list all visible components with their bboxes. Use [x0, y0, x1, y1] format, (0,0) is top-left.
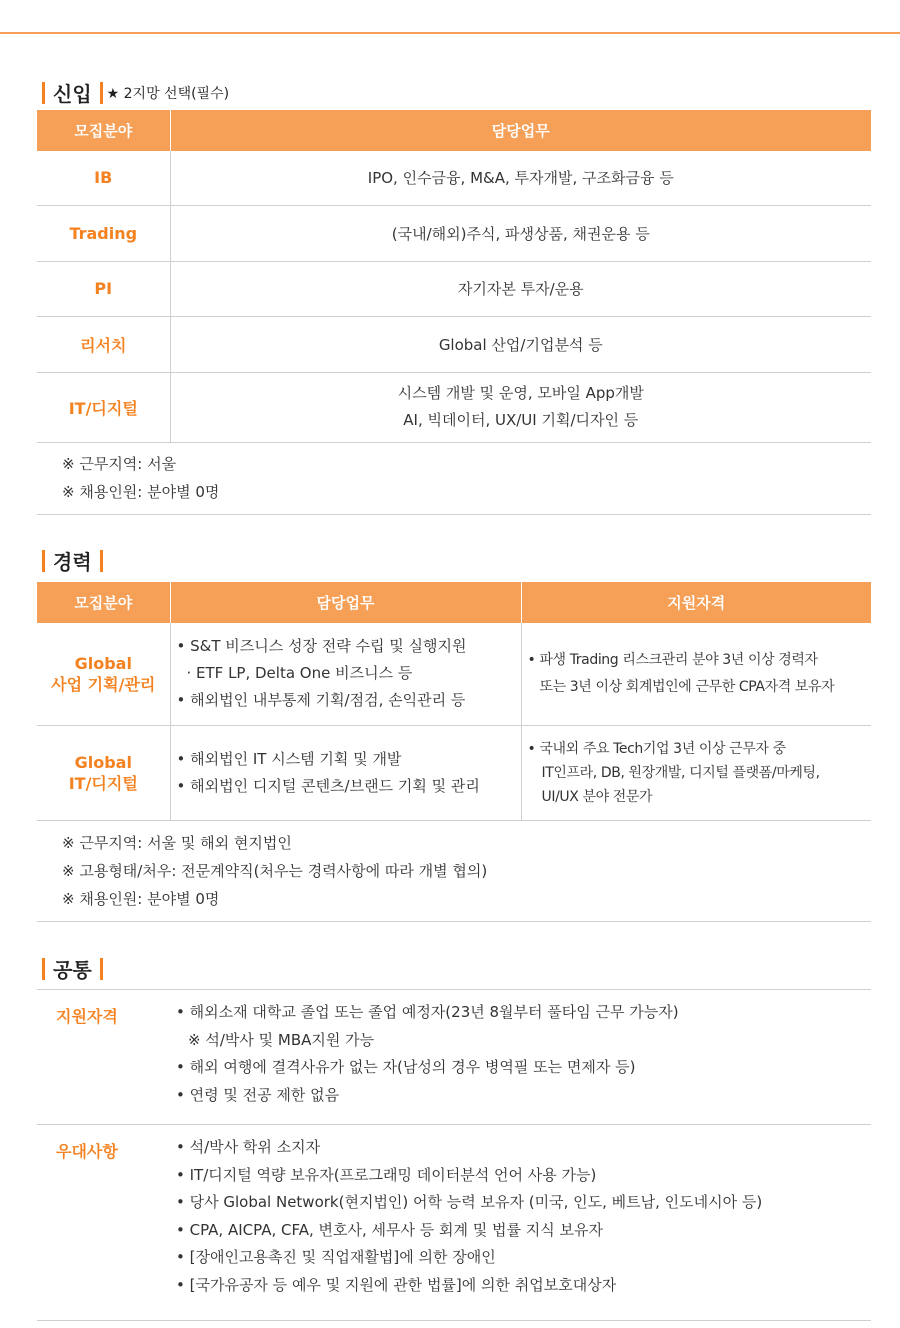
- divider: [37, 1320, 871, 1321]
- qual-list: [176, 999, 679, 1109]
- note-line: ※ 채용인원: 분야별 0명: [62, 483, 220, 501]
- divider: [37, 921, 871, 922]
- career-table: [37, 582, 871, 821]
- top-divider: [0, 32, 900, 34]
- list-item: • 해외 여행에 결격사유가 없는 자(남성의 경우 병역필 또는 면제자 등): [176, 1058, 636, 1077]
- list-item: ※ 석/박사 및 MBA지원 가능: [188, 1030, 375, 1049]
- row-duties: IPO, 인수금융, M&A, 투자개발, 구조화금융 등: [170, 151, 871, 205]
- list-item: • 석/박사 학위 소지자: [176, 1138, 321, 1156]
- header-quals: 지원자격: [521, 582, 871, 623]
- qual-line: • 파생 Trading 리스크관리 분야 3년 이상 경력자: [527, 651, 818, 668]
- duty-line: · ETF LP, Delta One 비즈니스 등: [186, 664, 413, 683]
- duty-line: 시스템 개발 및 운영, 모바일 App개발: [397, 384, 644, 402]
- career-notes: [62, 829, 487, 913]
- row-field: IT/디지털: [37, 372, 170, 442]
- row-field: [37, 623, 170, 725]
- row-field: 리서치: [37, 316, 170, 372]
- note-line: ※ 근무지역: 서울 및 해외 현지법인: [62, 834, 292, 852]
- field-line: 사업 기획/관리: [51, 674, 156, 694]
- row-duties: (국내/해외)주식, 파생상품, 채권운용 등: [170, 205, 871, 261]
- header-duties: 담당업무: [170, 110, 871, 151]
- title-bar-right: [100, 958, 103, 980]
- table-row: [37, 205, 871, 261]
- pref-label: 우대사항: [56, 1142, 118, 1161]
- field-line: Global: [74, 752, 132, 772]
- divider: [37, 1124, 871, 1125]
- field-line: IT/디지털: [68, 773, 138, 793]
- title-bar-left: [42, 550, 45, 572]
- row-field: IB: [37, 151, 170, 205]
- duty-line: AI, 빅데이터, UX/UI 기획/디자인 등: [403, 411, 639, 429]
- new-table: [37, 110, 871, 443]
- title-bar-right: [100, 550, 103, 572]
- table-row: [37, 261, 871, 316]
- new-notes: [62, 450, 219, 506]
- row-quals: [521, 623, 871, 725]
- duty-line: • 해외법인 디지털 콘텐츠/브랜드 기획 및 관리: [176, 776, 480, 795]
- list-item: • IT/디지털 역량 보유자(프로그래밍 데이터분석 언어 사용 가능): [176, 1165, 597, 1184]
- row-quals: [521, 725, 871, 820]
- row-duties: [170, 372, 871, 442]
- note-line: ※ 고용형태/처우: 전문계약직(처우는 경력사항에 따라 개별 협의): [62, 862, 488, 880]
- list-item: • [국가유공자 등 예우 및 지원에 관한 법률]에 의한 취업보호대상자: [176, 1275, 617, 1294]
- title-bar-right: [100, 82, 103, 104]
- row-duties: [170, 725, 521, 820]
- header-duties: 담당업무: [170, 582, 521, 623]
- qual-line: • 국내외 주요 Tech기업 3년 이상 근무자 중: [527, 740, 786, 757]
- list-item: • 연령 및 전공 제한 없음: [176, 1085, 340, 1104]
- title-bar-left: [42, 958, 45, 980]
- qual-label: 지원자격: [56, 1007, 118, 1026]
- qual-line: UI/UX 분야 전문가: [541, 788, 653, 805]
- career-table-header: [37, 582, 871, 623]
- row-field: PI: [37, 261, 170, 316]
- list-item: • 해외소재 대학교 졸업 또는 졸업 예정자(23년 8월부터 풀타임 근무 가능자): [176, 1003, 679, 1021]
- duty-line: • 해외법인 IT 시스템 기획 및 개발: [176, 749, 402, 768]
- career-title: 경력: [53, 550, 92, 574]
- qual-line: IT인프라, DB, 원장개발, 디지털 플랫폼/마케팅,: [541, 764, 820, 781]
- table-row: [37, 372, 871, 442]
- row-field: Trading: [37, 205, 170, 261]
- qual-line: 또는 3년 이상 회계법인에 근무한 CPA자격 보유자: [539, 678, 835, 695]
- new-subtitle: ★ 2지망 선택(필수): [106, 85, 230, 102]
- row-duties: 자기자본 투자/운용: [170, 261, 871, 316]
- divider: [37, 989, 871, 990]
- common-title: 공통: [53, 958, 92, 982]
- new-section-title: [42, 78, 229, 107]
- table-row: [37, 623, 871, 725]
- row-field: [37, 725, 170, 820]
- table-row: [37, 725, 871, 820]
- list-item: • CPA, AICPA, CFA, 변호사, 세무사 등 회계 및 법률 지식 보유자: [176, 1220, 604, 1239]
- divider: [37, 514, 871, 515]
- note-line: ※ 근무지역: 서울: [62, 455, 177, 473]
- header-field: 모집분야: [37, 110, 170, 151]
- table-row: [37, 151, 871, 205]
- list-item: • 당사 Global Network(현지법인) 어학 능력 보유자 (미국, 인도, 베트남, 인도네시아 등): [176, 1193, 763, 1212]
- row-duties: [170, 623, 521, 725]
- career-section-title: [42, 546, 103, 575]
- new-table-header: [37, 110, 871, 151]
- duty-line: • 해외법인 내부통제 기획/점검, 손익관리 등: [176, 691, 466, 710]
- row-duties: Global 산업/기업분석 등: [170, 316, 871, 372]
- pref-list: [176, 1134, 762, 1300]
- list-item: • [장애인고용촉진 및 직업재활법]에 의한 장애인: [176, 1248, 496, 1267]
- duty-line: • S&T 비즈니스 성장 전략 수립 및 실행지원: [176, 637, 467, 656]
- table-row: [37, 316, 871, 372]
- title-bar-left: [42, 82, 45, 104]
- new-title: 신입: [53, 82, 92, 106]
- common-section-title: [42, 954, 103, 983]
- field-line: Global: [74, 653, 132, 673]
- note-line: ※ 채용인원: 분야별 0명: [62, 890, 220, 908]
- header-field: 모집분야: [37, 582, 170, 623]
